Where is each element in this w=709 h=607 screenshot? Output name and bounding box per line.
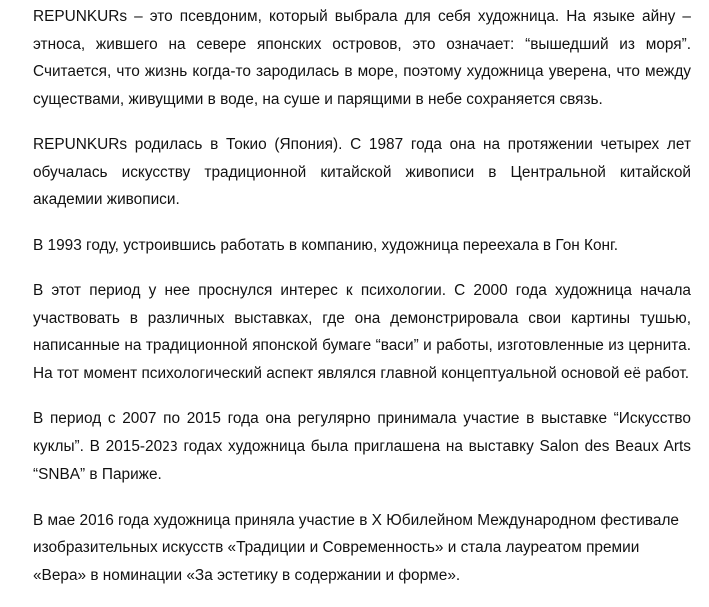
- paragraph-text-part-1: В период с 2007 по 2015 года она регулярно принимала участие в выставке “Искусство куклы”. В 2015-20: [33, 410, 691, 455]
- document-body: [33, 3, 691, 607]
- paragraph-text-part-2: годах художница была приглашена на выставку Salon des Beaux Arts “SNBA” в Париже.: [33, 437, 691, 483]
- paragraph-birth-education: REPUNKURs родилась в Токио (Япония). С 1987 года она на протяжении четырех лет обучалась искусству традиционной китайской живописи в Центральной китайской академии живописи.: [33, 136, 691, 208]
- paragraph-psychology-exhibitions: В этот период у нее проснулся интерес к психологии. С 2000 года художница начала участвовать в различных выставках, где она демонстрировала свои картины тушью, написанные на традиционной японской бумаге “васи” и работы, изготовленные из цернита. На тот момент психологический аспект являлся главной концептуальной основой её работ.: [33, 282, 691, 382]
- paragraph-year-digits: 23: [162, 439, 178, 455]
- paragraph-doll-art-snba: [33, 405, 691, 489]
- paragraph-pseudonym: REPUNKURs – это псевдоним, который выбрала для себя художница. На языке айну – этноса, жившего на севере японских островов, это означает: “вышедший из моря”. Считается, что жизнь когда-то зародилась в море, поэтому художница уверена, что между существами, живущими в воде, на суше и парящими в небе сохраняется связь.: [33, 8, 691, 108]
- paragraph-festival-award: В мае 2016 года художница приняла участие в X Юбилейном Международном фестивале изобразительных искусств «Традиции и Современность» и стала лауреатом премии «Вера» в номинации «За эстетику в содержании и форме».: [33, 511, 679, 584]
- paragraph-move-hong-kong: В 1993 году, устроившись работать в компанию, художница переехала в Гон Конг.: [33, 236, 619, 254]
